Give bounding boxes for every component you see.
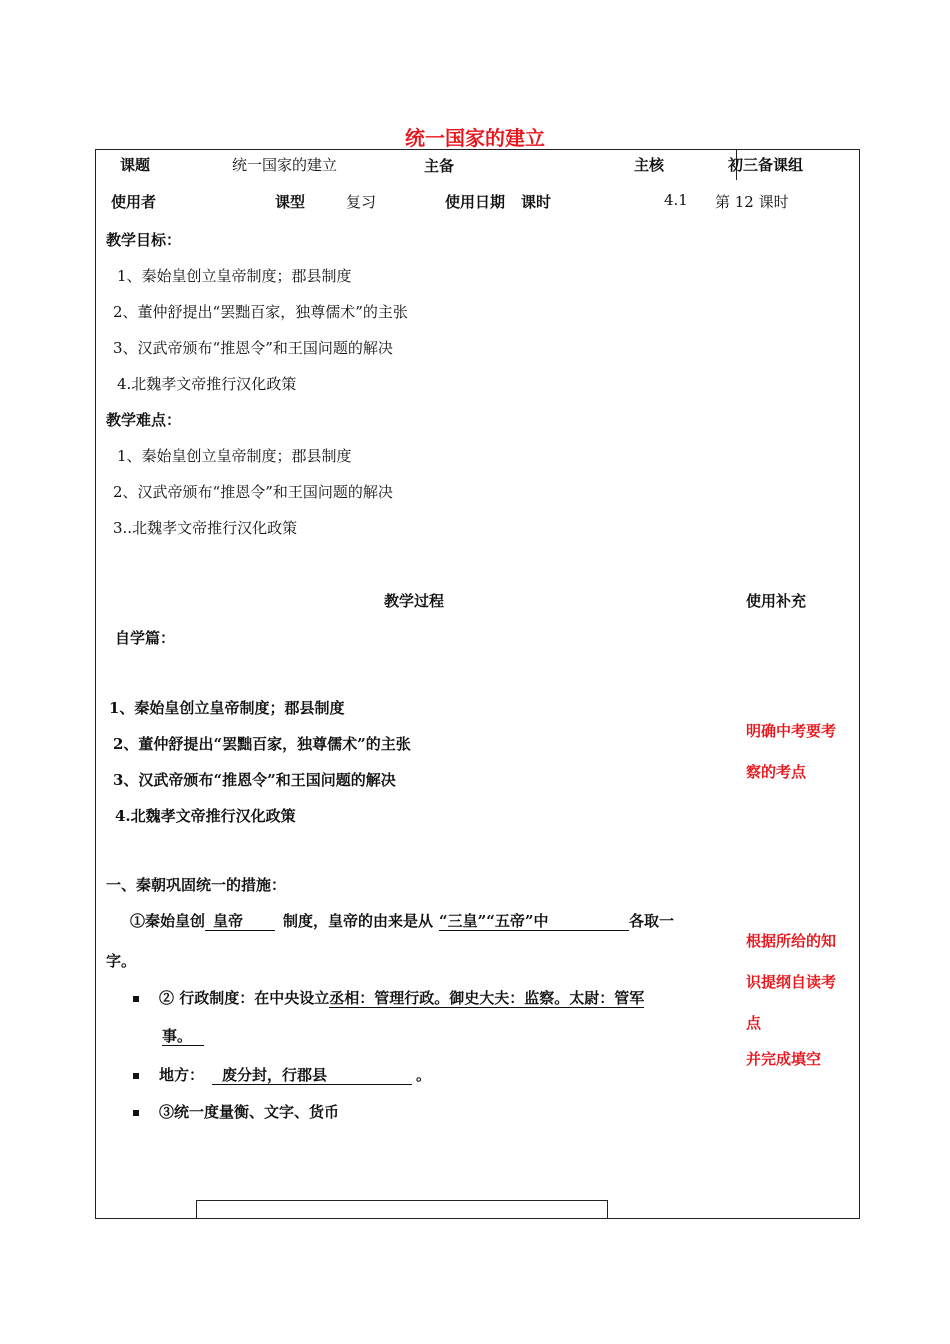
bullet-icon [133, 1110, 139, 1116]
topic-label: 课题 [120, 156, 151, 174]
type-label: 课型 [275, 193, 306, 211]
question-2 [133, 987, 644, 1008]
question-1-suffix: 各取一 [629, 912, 675, 930]
question-4-text: ③统一度量衡、文字、货币 [159, 1103, 340, 1121]
question-2-wrap-blank[interactable]: 事。 [162, 1028, 204, 1046]
question-3-prefix: 地方： [159, 1066, 205, 1084]
question-1-prefix: ①秦始皇创 [130, 912, 206, 930]
difficulty-item: 2、汉武帝颁布“推恩令”和王国问题的解决 [113, 483, 393, 501]
date-value: 4.1 [664, 191, 688, 209]
question-2-blank[interactable]: 丞相：管理行政。御史大夫：监察。太尉：管军 [329, 989, 645, 1007]
question-1-middle: 制度，皇帝的由来是从 [283, 912, 434, 930]
bullet-icon [133, 996, 139, 1002]
note-1-line-1: 明确中考要考 [746, 722, 837, 740]
question-1-blank-2[interactable]: “三皇”“五帝”中 [439, 913, 629, 931]
objective-item: 2、董仲舒提出“罢黜百家，独尊儒术”的主张 [113, 303, 408, 321]
note-2-line-3: 点 [746, 1014, 762, 1032]
process-item: 4.北魏孝文帝推行汉化政策 [115, 807, 296, 825]
question-1 [130, 910, 674, 931]
note-1-line-2: 察的考点 [746, 763, 807, 781]
type-value: 复习 [346, 193, 377, 211]
difficulties-heading: 教学难点： [106, 411, 182, 429]
group-value: 初三备课组 [728, 156, 804, 174]
self-study-heading: 自学篇： [115, 629, 176, 647]
question-3-suffix: 。 [416, 1066, 432, 1084]
question-3 [133, 1064, 431, 1085]
process-item: 3、汉武帝颁布“推恩令”和王国问题的解决 [113, 771, 396, 789]
note-2-line-4: 并完成填空 [746, 1050, 822, 1068]
question-4 [133, 1101, 339, 1122]
question-1-blank-1[interactable]: 皇帝 [205, 913, 275, 931]
review-label: 主核 [634, 156, 665, 174]
page-title: 统一国家的建立 [405, 126, 545, 150]
question-2-prefix: ② 行政制度：在中央设立 [159, 989, 330, 1007]
bottom-box [196, 1200, 608, 1219]
note-2-line-2: 识提纲自读考 [746, 973, 837, 991]
bullet-icon [133, 1073, 139, 1079]
user-label: 使用者 [111, 193, 157, 211]
process-item: 2、董仲舒提出“罢黜百家，独尊儒术”的主张 [113, 735, 411, 753]
difficulty-item: 3..北魏孝文帝推行汉化政策 [113, 519, 298, 537]
question-2-wrap [162, 1027, 204, 1046]
objective-item: 3、汉武帝颁布“推恩令”和王国问题的解决 [113, 339, 393, 357]
difficulty-item: 1、秦始皇创立皇帝制度；郡县制度 [117, 447, 352, 465]
period-label: 课时 [521, 193, 552, 211]
process-heading: 教学过程 [384, 592, 445, 610]
objectives-heading: 教学目标： [106, 231, 182, 249]
note-2-line-1: 根据所给的知 [746, 932, 837, 950]
period-value: 第 12 课时 [715, 193, 789, 211]
topic-value: 统一国家的建立 [232, 156, 338, 174]
section-1-heading: 一、秦朝巩固统一的措施： [106, 876, 287, 894]
objective-item: 4.北魏孝文帝推行汉化政策 [117, 375, 297, 393]
date-label: 使用日期 [445, 193, 506, 211]
objective-item: 1、秦始皇创立皇帝制度；郡县制度 [117, 267, 352, 285]
question-3-blank[interactable]: 废分封，行郡县 [212, 1067, 412, 1085]
supplement-heading: 使用补充 [746, 592, 807, 610]
process-item: 1、秦始皇创立皇帝制度；郡县制度 [109, 699, 345, 717]
question-1-wrap: 字。 [106, 952, 137, 970]
prep-label: 主备 [424, 157, 455, 175]
